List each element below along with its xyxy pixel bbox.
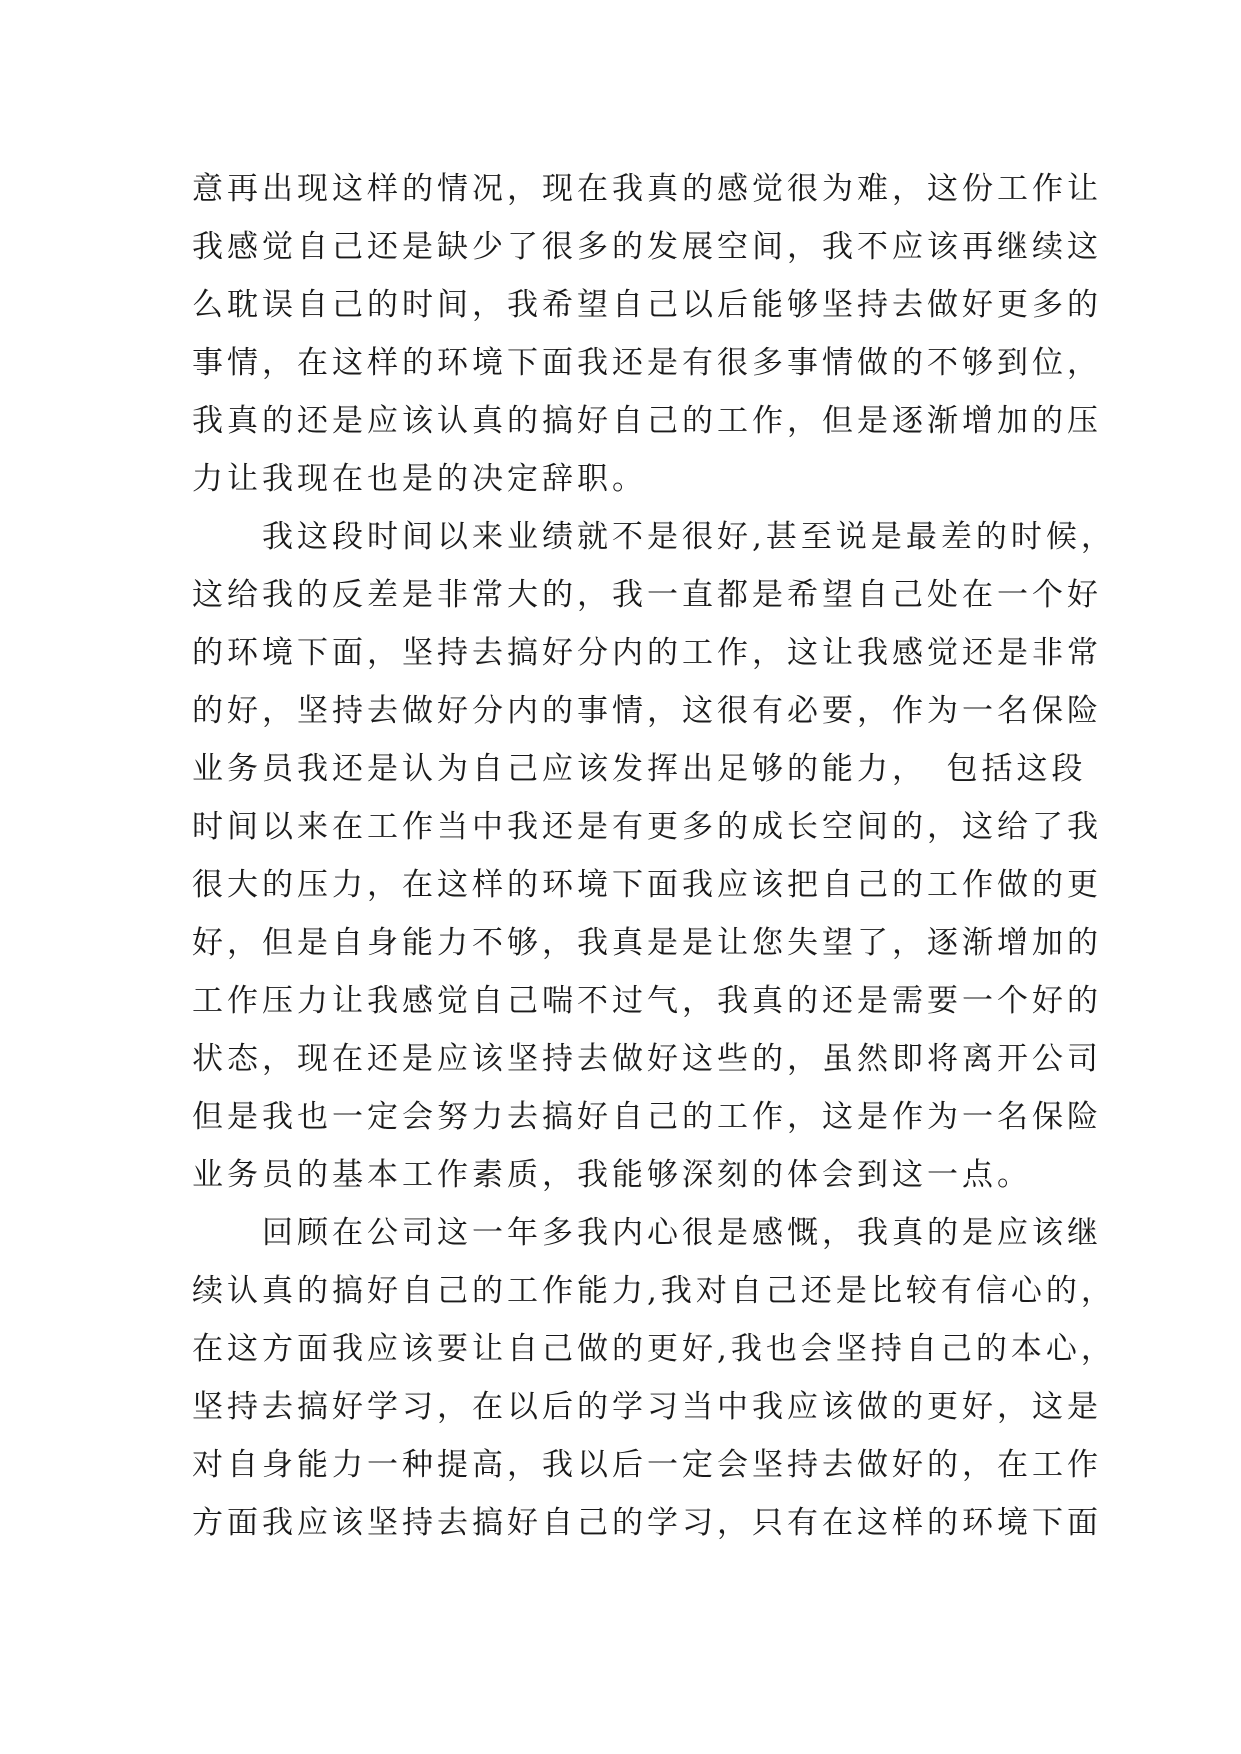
text-line: 我感觉自己还是缺少了很多的发展空间，我不应该再继续这 bbox=[192, 229, 1102, 265]
paragraph-1 bbox=[192, 160, 1102, 508]
text-line: 状态，现在还是应该坚持去做好这些的，虽然即将离开公司 bbox=[192, 1041, 1102, 1077]
text-line: 坚持去搞好学习，在以后的学习当中我应该做的更好，这是 bbox=[192, 1389, 1102, 1425]
text-line: 事情，在这样的环境下面我还是有很多事情做的不够到位， bbox=[192, 345, 1102, 381]
text-line: 我真的还是应该认真的搞好自己的工作，但是逐渐增加的压 bbox=[192, 403, 1102, 439]
text-line: 很大的压力，在这样的环境下面我应该把自己的工作做的更 bbox=[192, 867, 1102, 903]
text-line: 我这段时间以来业绩就不是很好,甚至说是最差的时候， bbox=[192, 519, 1116, 555]
text-line: 但是我也一定会努力去搞好自己的工作，这是作为一名保险 bbox=[192, 1099, 1102, 1135]
text-line: 续认真的搞好自己的工作能力,我对自己还是比较有信心的， bbox=[192, 1273, 1116, 1309]
text-line: 业务员我还是认为自己应该发挥出足够的能力， 包括这段 bbox=[192, 751, 1087, 787]
text-line: 好，但是自身能力不够，我真是是让您失望了，逐渐增加的 bbox=[192, 925, 1102, 961]
paragraph-3 bbox=[192, 1204, 1116, 1552]
text-line: 的好，坚持去做好分内的事情，这很有必要，作为一名保险 bbox=[192, 693, 1102, 729]
text-line: 对自身能力一种提高，我以后一定会坚持去做好的，在工作 bbox=[192, 1447, 1102, 1483]
text-line: 工作压力让我感觉自己喘不过气，我真的还是需要一个好的 bbox=[192, 983, 1102, 1019]
text-line: 业务员的基本工作素质，我能够深刻的体会到这一点。 bbox=[192, 1157, 1032, 1193]
text-line: 力让我现在也是的决定辞职。 bbox=[192, 461, 647, 497]
text-line: 时间以来在工作当中我还是有更多的成长空间的，这给了我 bbox=[192, 809, 1102, 845]
paragraph-2 bbox=[192, 508, 1116, 1204]
text-line: 的环境下面，坚持去搞好分内的工作，这让我感觉还是非常 bbox=[192, 635, 1102, 671]
text-line: 这给我的反差是非常大的，我一直都是希望自己处在一个好 bbox=[192, 577, 1102, 613]
text-line: 在这方面我应该要让自己做的更好,我也会坚持自己的本心， bbox=[192, 1331, 1116, 1367]
text-line: 回顾在公司这一年多我内心很是感慨，我真的是应该继 bbox=[192, 1215, 1102, 1251]
text-line: 么耽误自己的时间，我希望自己以后能够坚持去做好更多的 bbox=[192, 287, 1102, 323]
text-line: 意再出现这样的情况，现在我真的感觉很为难，这份工作让 bbox=[192, 171, 1102, 207]
text-line: 方面我应该坚持去搞好自己的学习，只有在这样的环境下面 bbox=[192, 1505, 1102, 1541]
body-text bbox=[192, 160, 1116, 1552]
